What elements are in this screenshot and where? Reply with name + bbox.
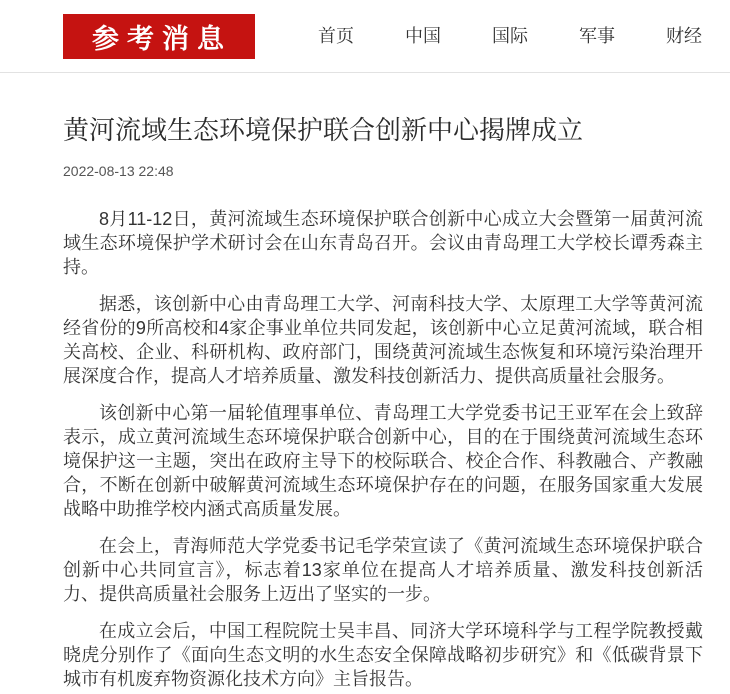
site-logo-text: 参考消息 [92,23,232,55]
nav-item-military[interactable]: 军事 [579,26,615,46]
site-logo[interactable] [63,14,255,59]
site-header [0,0,730,73]
article-paragraph-2: 据悉，该创新中心由青岛理工大学、河南科技大学、太原理工大学等黄河流经省份的9所高校和4家企事业单位共同发起，该创新中心立足黄河流域，联合相关高校、企业、科研机构、政府部门，围绕黄河流域生态恢复和环境污染治理开展深度合作，提高人才培养质量、激发科技创新活力、提供高质量社会服务。 [63,294,703,386]
nav-item-china[interactable]: 中国 [405,26,441,46]
publish-date: 2022-08-13 22:48 [63,163,174,179]
main-nav [318,27,702,45]
article-paragraph-3: 该创新中心第一届轮值理事单位、青岛理工大学党委书记王亚军在会上致辞表示，成立黄河流域生态环境保护联合创新中心，目的在于围绕黄河流域生态环境保护这一主题，突出在政府主导下的校际联合、校企合作、科教融合、产教融合，不断在创新中破解黄河流域生态环境保护存在的问题，在服务国家重大发展战略中助推学校内涵式高质量发展。 [63,403,703,519]
article-title: 黄河流域生态环境保护联合创新中心揭牌成立 [63,115,584,145]
nav-item-world[interactable]: 国际 [492,26,528,46]
nav-item-finance[interactable]: 财经 [666,26,702,46]
article-body [63,207,703,691]
article-paragraph-5: 在成立会后，中国工程院院士吴丰昌、同济大学环境科学与工程学院教授戴晓虎分别作了《面向生态文明的水生态安全保障战略初步研究》和《低碳背景下城市有机废弃物资源化技术方向》主旨报告。 [63,621,703,689]
article-paragraph-4: 在会上，青海师范大学党委书记毛学荣宣读了《黄河流域生态环境保护联合创新中心共同宣言》，标志着13家单位在提高人才培养质量、激发科技创新活力、提供高质量社会服务上迈出了坚实的一步。 [63,536,703,604]
article [63,113,703,691]
nav-item-home[interactable]: 首页 [318,26,354,46]
article-paragraph-1: 8月11-12日，黄河流域生态环境保护联合创新中心成立大会暨第一届黄河流域生态环境保护学术研讨会在山东青岛召开。会议由青岛理工大学校长谭秀森主持。 [63,209,703,277]
